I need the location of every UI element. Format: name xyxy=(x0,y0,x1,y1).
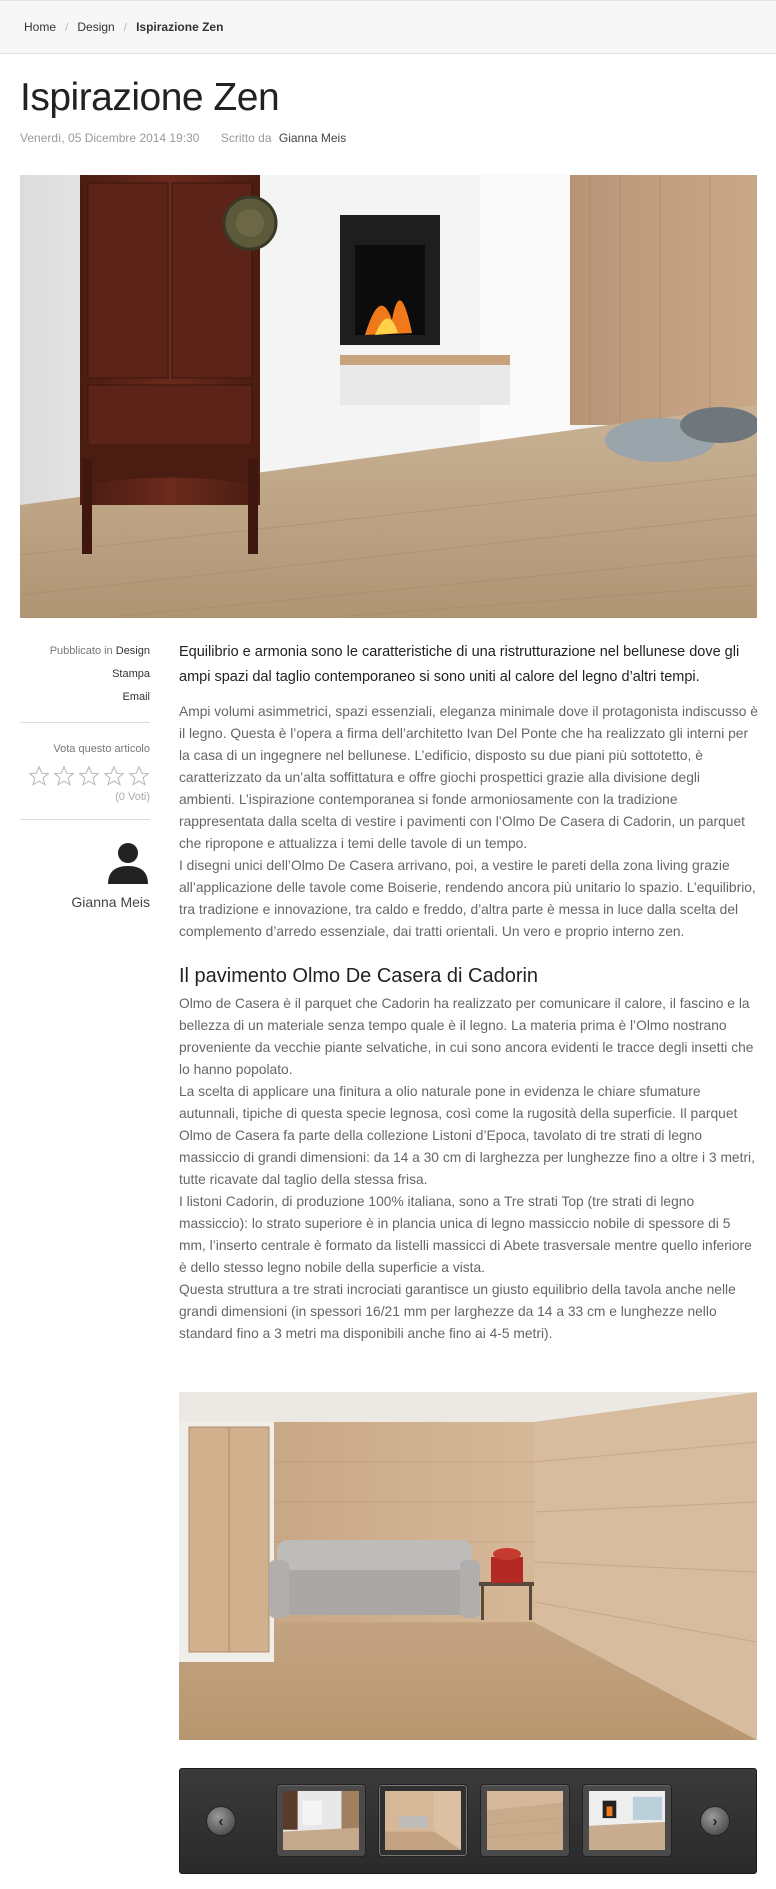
avatar-icon xyxy=(106,840,150,884)
article-title: Ispirazione Zen xyxy=(20,76,280,119)
breadcrumb-home[interactable]: Home xyxy=(24,20,57,34)
article-paragraph: Ampi volumi asimmetrici, spazi essenziali, eleganza minimale dove il protagonista indiscusso è il legno. Questa è l’opera a firma dell’architetto Ivan Del Ponte che ha realizzato gli interni per la casa di un ingegnere nel bellunese. L’edificio, disposto su due piani più sottotetto, è caratterizzato da un’alta soffittatura e offre giochi prospettici grazie alla divisione degli ambienti. L’ispirazione contemporanea si fonde armoniosamente con la tradizione rappresentata dalla scelta di vestire i pavimenti con l’Olmo De Casera di Cadorin, un parquet che ripropone e attualizza i temi delle tavole di un tempo. xyxy=(179,704,758,851)
vote-count: (0 Voti) xyxy=(115,791,150,803)
article-subheading: Il pavimento Olmo De Casera di Cadorin xyxy=(179,965,539,987)
divider xyxy=(20,819,150,820)
thumbnail-list xyxy=(276,1784,672,1857)
article-meta xyxy=(20,131,346,145)
published-in-label: Pubblicato in xyxy=(49,645,113,657)
published-in xyxy=(20,640,150,663)
article-info-sidebar xyxy=(20,640,150,910)
star-icon[interactable] xyxy=(53,765,75,787)
thumbnail-carousel xyxy=(179,1768,757,1874)
gallery-thumbnail-selected[interactable] xyxy=(378,1784,468,1857)
written-by-label: Scritto da xyxy=(220,131,272,145)
article-lead: Equilibrio e armonia sono le caratteristiche di una ristrutturazione nel bellunese dove gli ampi spazi dal taglio contemporaneo si sono uniti al calore del legno d’altri tempi. xyxy=(179,644,740,685)
author-name[interactable]: Gianna Meis xyxy=(71,894,150,910)
email-link[interactable]: Email xyxy=(122,691,150,703)
rating-stars[interactable] xyxy=(20,765,150,787)
article-paragraph: I listoni Cadorin, di produzione 100% italiana, sono a Tre strati Top (tre strati di legno massiccio): lo strato superiore è in plancia unica di legno massiccio nobile di spessore di 5 mm, l’inserto centrale è formato da listelli massicci di Abete trasversale mentre quello inferiore è dello stesso legno nobile della superficie a vista. xyxy=(179,1194,752,1275)
article-paragraph: La scelta di applicare una finitura a olio naturale pone in evidenza le chiare sfumature autunnali, tipiche di questa specie legnosa, così come la rugosità della superficie. Il parquet Olmo de Casera fa parte della collezione Listoni d’Epoca, tavolato di tre strati di legno massiccio di grandi dimensioni: da 14 a 30 cm di larghezza per lunghezze fino a oltre i 3 metri, tutte ricavate dal taglio della stessa frisa. xyxy=(179,1084,755,1187)
article-paragraph: Olmo de Casera è il parquet che Cadorin ha realizzato per comunicare il calore, il fascino e la bellezza di un materiale senza tempo quale è il legno. La materia prima è l’Olmo nostrano proveniente da vecchie piante selvatiche, in cui sono ancora evidenti le tracce degli insetti che lo hanno popolato. xyxy=(179,996,754,1077)
breadcrumb-category[interactable]: Design xyxy=(77,20,115,34)
carousel-prev-button[interactable] xyxy=(206,1806,236,1836)
breadcrumb xyxy=(0,0,776,54)
article-paragraph: I disegni unici dell’Olmo De Casera arrivano, poi, a vestire le pareti della zona living grazie all’applicazione delle tavole come Boiserie, rendendo ancora più unitario lo spazio. L’equilibrio, tra tradizione e innovazione, tra caldo e freddo, d’altra parte è messa in luce dalla scelta del complemento d’arredo essenziale, dai tratti orientali. Un vero e proprio interno zen. xyxy=(179,858,756,939)
star-icon[interactable] xyxy=(78,765,100,787)
carousel-next-button[interactable] xyxy=(700,1806,730,1836)
star-icon[interactable] xyxy=(128,765,150,787)
gallery-thumbnail[interactable] xyxy=(276,1784,366,1857)
vote-label: Vota questo articolo xyxy=(53,743,150,755)
breadcrumb-separator: / xyxy=(123,20,128,34)
print-link[interactable]: Stampa xyxy=(112,668,150,680)
star-icon[interactable] xyxy=(28,765,50,787)
article-date: Venerdì, 05 Dicembre 2014 19:30 xyxy=(20,131,200,145)
chevron-right-icon: › xyxy=(712,1812,718,1830)
star-icon[interactable] xyxy=(103,765,125,787)
gallery-main-image[interactable] xyxy=(179,1392,757,1740)
breadcrumb-separator: / xyxy=(65,20,69,34)
article-body xyxy=(179,640,759,1345)
divider xyxy=(20,722,150,723)
category-link[interactable]: Design xyxy=(115,645,150,657)
gallery-thumbnail[interactable] xyxy=(480,1784,570,1857)
article-author-link[interactable]: Gianna Meis xyxy=(278,131,347,145)
hero-image xyxy=(20,175,757,618)
breadcrumb-current: Ispirazione Zen xyxy=(136,20,224,34)
gallery-thumbnail[interactable] xyxy=(582,1784,672,1857)
chevron-left-icon: ‹ xyxy=(218,1812,224,1830)
article-paragraph: Questa struttura a tre strati incrociati garantisce un giusto equilibrio della tavola anche nelle grandi dimensioni (in spessori 16/21 mm per larghezze da 14 a 33 cm e lunghezze nello standard fino a 3 metri ma disponibili anche fino ai 4-5 metri). xyxy=(179,1282,736,1341)
